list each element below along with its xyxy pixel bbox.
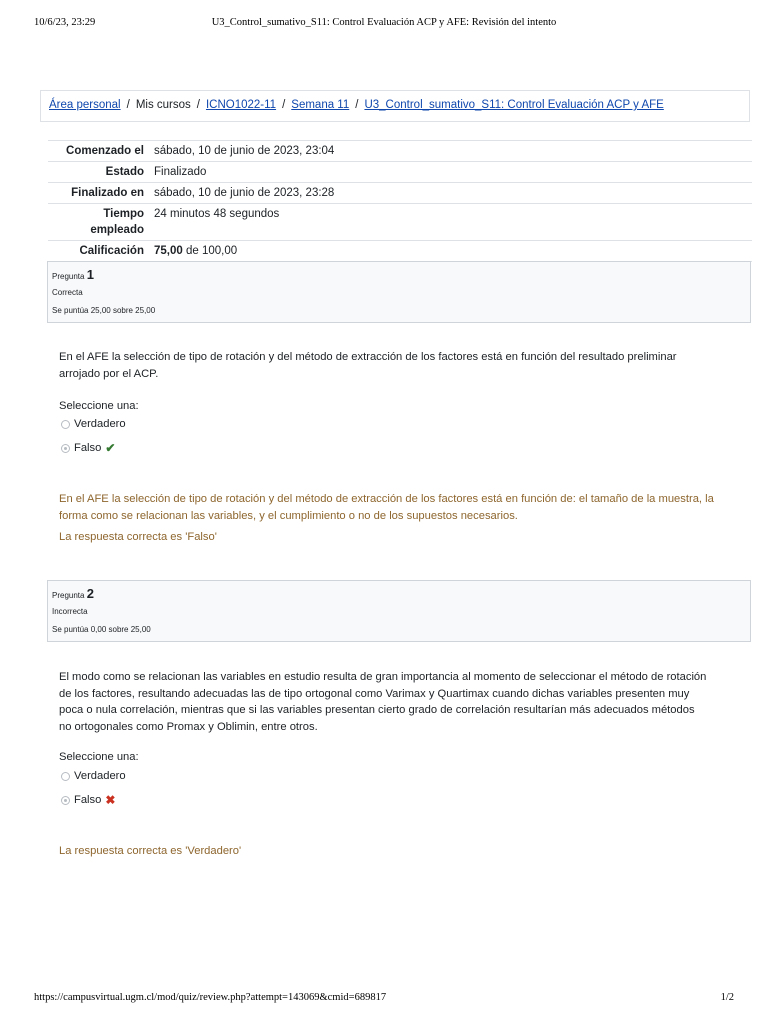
breadcrumb-course[interactable]: ICNO1022-11 xyxy=(205,99,277,111)
print-url: https://campusvirtual.ugm.cl/mod/quiz/review.php?attempt=143069&cmid=689817 xyxy=(34,992,387,1003)
summary-value: sábado, 10 de junio de 2023, 23:04 xyxy=(150,141,752,162)
general-feedback-q1: En el AFE la selección de tipo de rotación y del método de extracción de los factores está en función de: el tamaño de la muestra, la forma como se relacionan las variables, y el cumplimiento o no de los supuestos necesarios. xyxy=(59,493,714,522)
print-date: 10/6/23, 23:29 xyxy=(34,17,96,28)
summary-label: Comenzado el xyxy=(48,141,150,162)
summary-row xyxy=(48,183,752,204)
right-answer-q2: La respuesta correcta es 'Verdadero' xyxy=(59,845,242,857)
breadcrumb-area-personal[interactable]: Área personal xyxy=(49,99,121,111)
option-falso-q1[interactable] xyxy=(61,441,115,455)
print-footer xyxy=(0,992,768,1008)
summary-row xyxy=(48,241,752,262)
summary-row xyxy=(48,141,752,162)
print-title: U3_Control_sumativo_S11: Control Evaluación ACP y AFE: Revisión del intento xyxy=(211,17,557,28)
question-info-2 xyxy=(47,580,751,642)
attempt-summary-table xyxy=(48,140,752,262)
summary-value xyxy=(150,241,752,262)
summary-row xyxy=(48,162,752,183)
radio-button-selected[interactable] xyxy=(61,796,70,805)
radio-button[interactable] xyxy=(61,772,70,781)
radio-button[interactable] xyxy=(61,420,70,429)
summary-label: Estado xyxy=(48,162,150,183)
option-label: Falso xyxy=(74,442,102,454)
option-label: Verdadero xyxy=(74,418,126,430)
question-state: Correcta xyxy=(52,288,83,297)
breadcrumb-separator: / xyxy=(126,99,130,111)
question-number: 1 xyxy=(86,267,94,282)
question-state: Incorrecta xyxy=(52,607,88,616)
print-header xyxy=(0,17,768,33)
answer-prompt: Seleccione una: xyxy=(59,400,139,412)
question-label: Pregunta xyxy=(52,272,85,281)
option-verdadero-q1[interactable] xyxy=(61,418,126,430)
question-text-2: El modo como se relacionan las variables en estudio resulta de gran importancia al momento de seleccionar el método de rotación de los factores, resultando adecuadas las de tipo ortogonal como Varimax y Quartimax cuando dichas variables presenten muy poca o nula correlación, mientras que si las variables presentan cierto grado de correlación resultarían más adecuados métodos no ortogonales como Promax y Oblimin, entre otros. xyxy=(59,671,707,733)
option-falso-q2[interactable] xyxy=(61,793,115,807)
option-verdadero-q2[interactable] xyxy=(61,770,126,782)
summary-value: sábado, 10 de junio de 2023, 23:28 xyxy=(150,183,752,204)
grade-max: de 100,00 xyxy=(185,245,238,257)
breadcrumb-mis-cursos: Mis cursos xyxy=(135,99,191,111)
question-label: Pregunta xyxy=(52,591,85,600)
breadcrumb xyxy=(40,90,750,122)
breadcrumb-separator: / xyxy=(196,99,200,111)
answer-prompt: Seleccione una: xyxy=(59,751,139,763)
breadcrumb-separator: / xyxy=(355,99,359,111)
grade-value: 75,00 xyxy=(154,245,183,257)
question-grade: Se puntúa 0,00 sobre 25,00 xyxy=(52,625,151,634)
right-answer-q1: La respuesta correcta es 'Falso' xyxy=(59,531,217,543)
breadcrumb-quiz[interactable]: U3_Control_sumativo_S11: Control Evaluación ACP y AFE xyxy=(364,99,664,111)
option-label: Verdadero xyxy=(74,770,126,782)
cross-icon: ✖ xyxy=(105,793,116,807)
question-info-1 xyxy=(47,261,751,323)
option-label: Falso xyxy=(74,794,102,806)
page-number: 1/2 xyxy=(720,992,734,1003)
check-icon: ✔ xyxy=(105,441,116,455)
radio-button-selected[interactable] xyxy=(61,444,70,453)
summary-row xyxy=(48,204,752,241)
summary-label: Calificación xyxy=(48,241,150,262)
summary-label: Tiempo empleado xyxy=(48,204,150,241)
breadcrumb-separator: / xyxy=(282,99,286,111)
question-grade: Se puntúa 25,00 sobre 25,00 xyxy=(52,306,156,315)
summary-value: Finalizado xyxy=(150,162,752,183)
question-number: 2 xyxy=(86,586,94,601)
summary-label: Finalizado en xyxy=(48,183,150,204)
question-text-1: En el AFE la selección de tipo de rotación y del método de extracción de los factores está en función del resultado preliminar arrojado por el ACP. xyxy=(59,351,677,380)
breadcrumb-week[interactable]: Semana 11 xyxy=(291,99,350,111)
summary-value: 24 minutos 48 segundos xyxy=(150,204,752,241)
